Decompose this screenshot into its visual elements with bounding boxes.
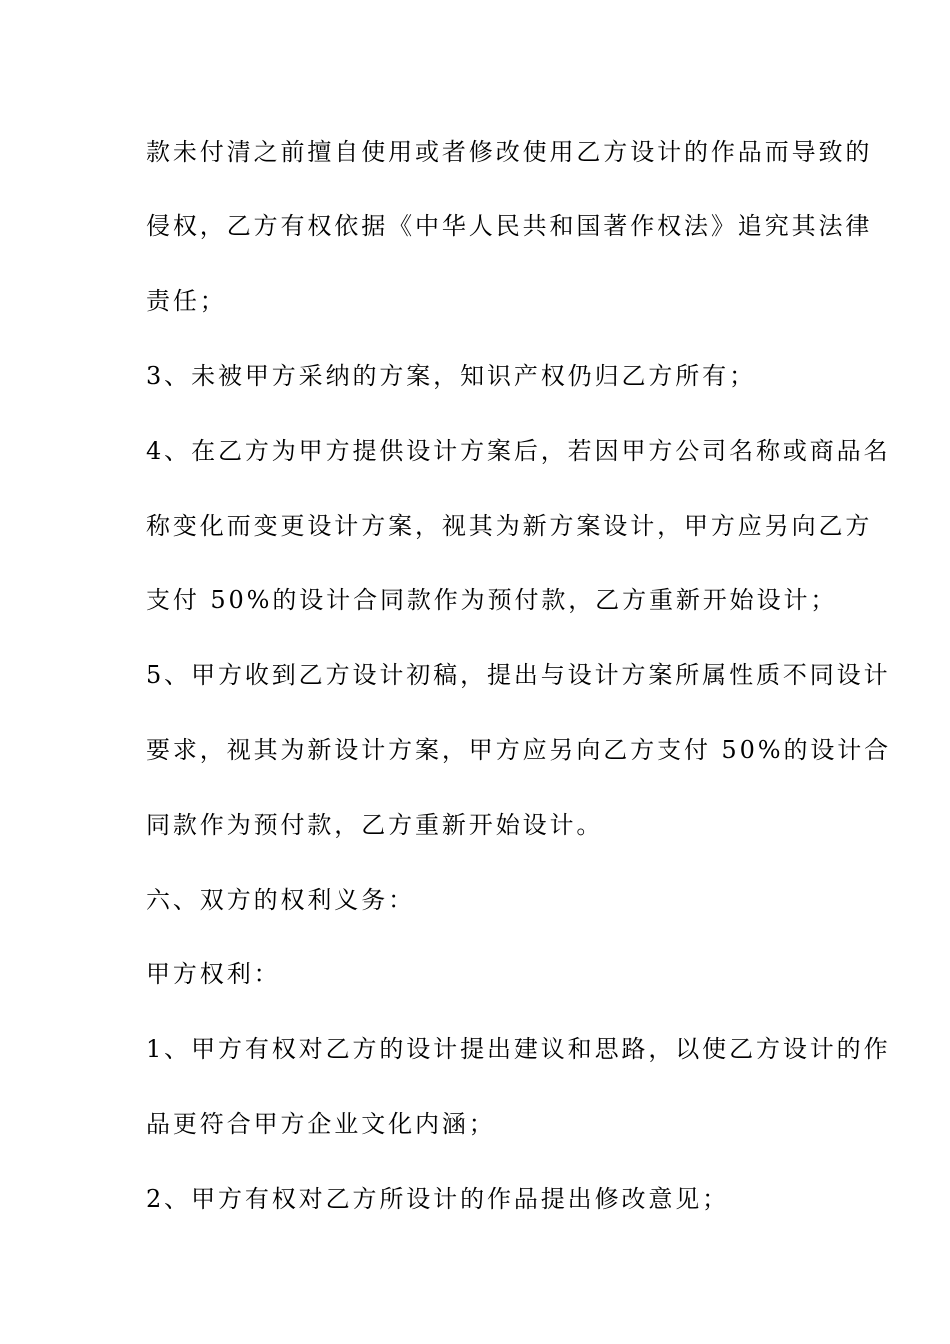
text-line: 责任；	[146, 287, 227, 315]
text-line: 称变化而变更设计方案，视其为新方案设计，甲方应另向乙方	[146, 512, 873, 540]
text-line: 款未付清之前擅自使用或者修改使用乙方设计的作品而导致的	[146, 138, 873, 166]
list-item-3: 3、未被甲方采纳的方案，知识产权仍归乙方所有；	[146, 362, 756, 390]
text-line: 同款作为预付款，乙方重新开始设计。	[146, 811, 604, 839]
text-line: 支付 50%的设计合同款作为预付款，乙方重新开始设计；	[146, 586, 838, 614]
list-item-5: 5、甲方收到乙方设计初稿，提出与设计方案所属性质不同设计	[146, 661, 891, 689]
list-item-4: 4、在乙方为甲方提供设计方案后，若因甲方公司名称或商品名	[146, 437, 891, 465]
list-item-1: 1、甲方有权对乙方的设计提出建议和思路，以使乙方设计的作	[146, 1035, 891, 1063]
text-line: 侵权，乙方有权依据《中华人民共和国著作权法》追究其法律	[146, 212, 873, 240]
text-line: 要求，视其为新设计方案，甲方应另向乙方支付 50%的设计合	[146, 736, 892, 764]
subsection-heading: 甲方权利：	[146, 960, 281, 988]
section-heading: 六、双方的权利义务：	[146, 886, 415, 914]
list-item-2: 2、甲方有权对乙方所设计的作品提出修改意见；	[146, 1185, 730, 1213]
text-line: 品更符合甲方企业文化内涵；	[146, 1110, 496, 1138]
